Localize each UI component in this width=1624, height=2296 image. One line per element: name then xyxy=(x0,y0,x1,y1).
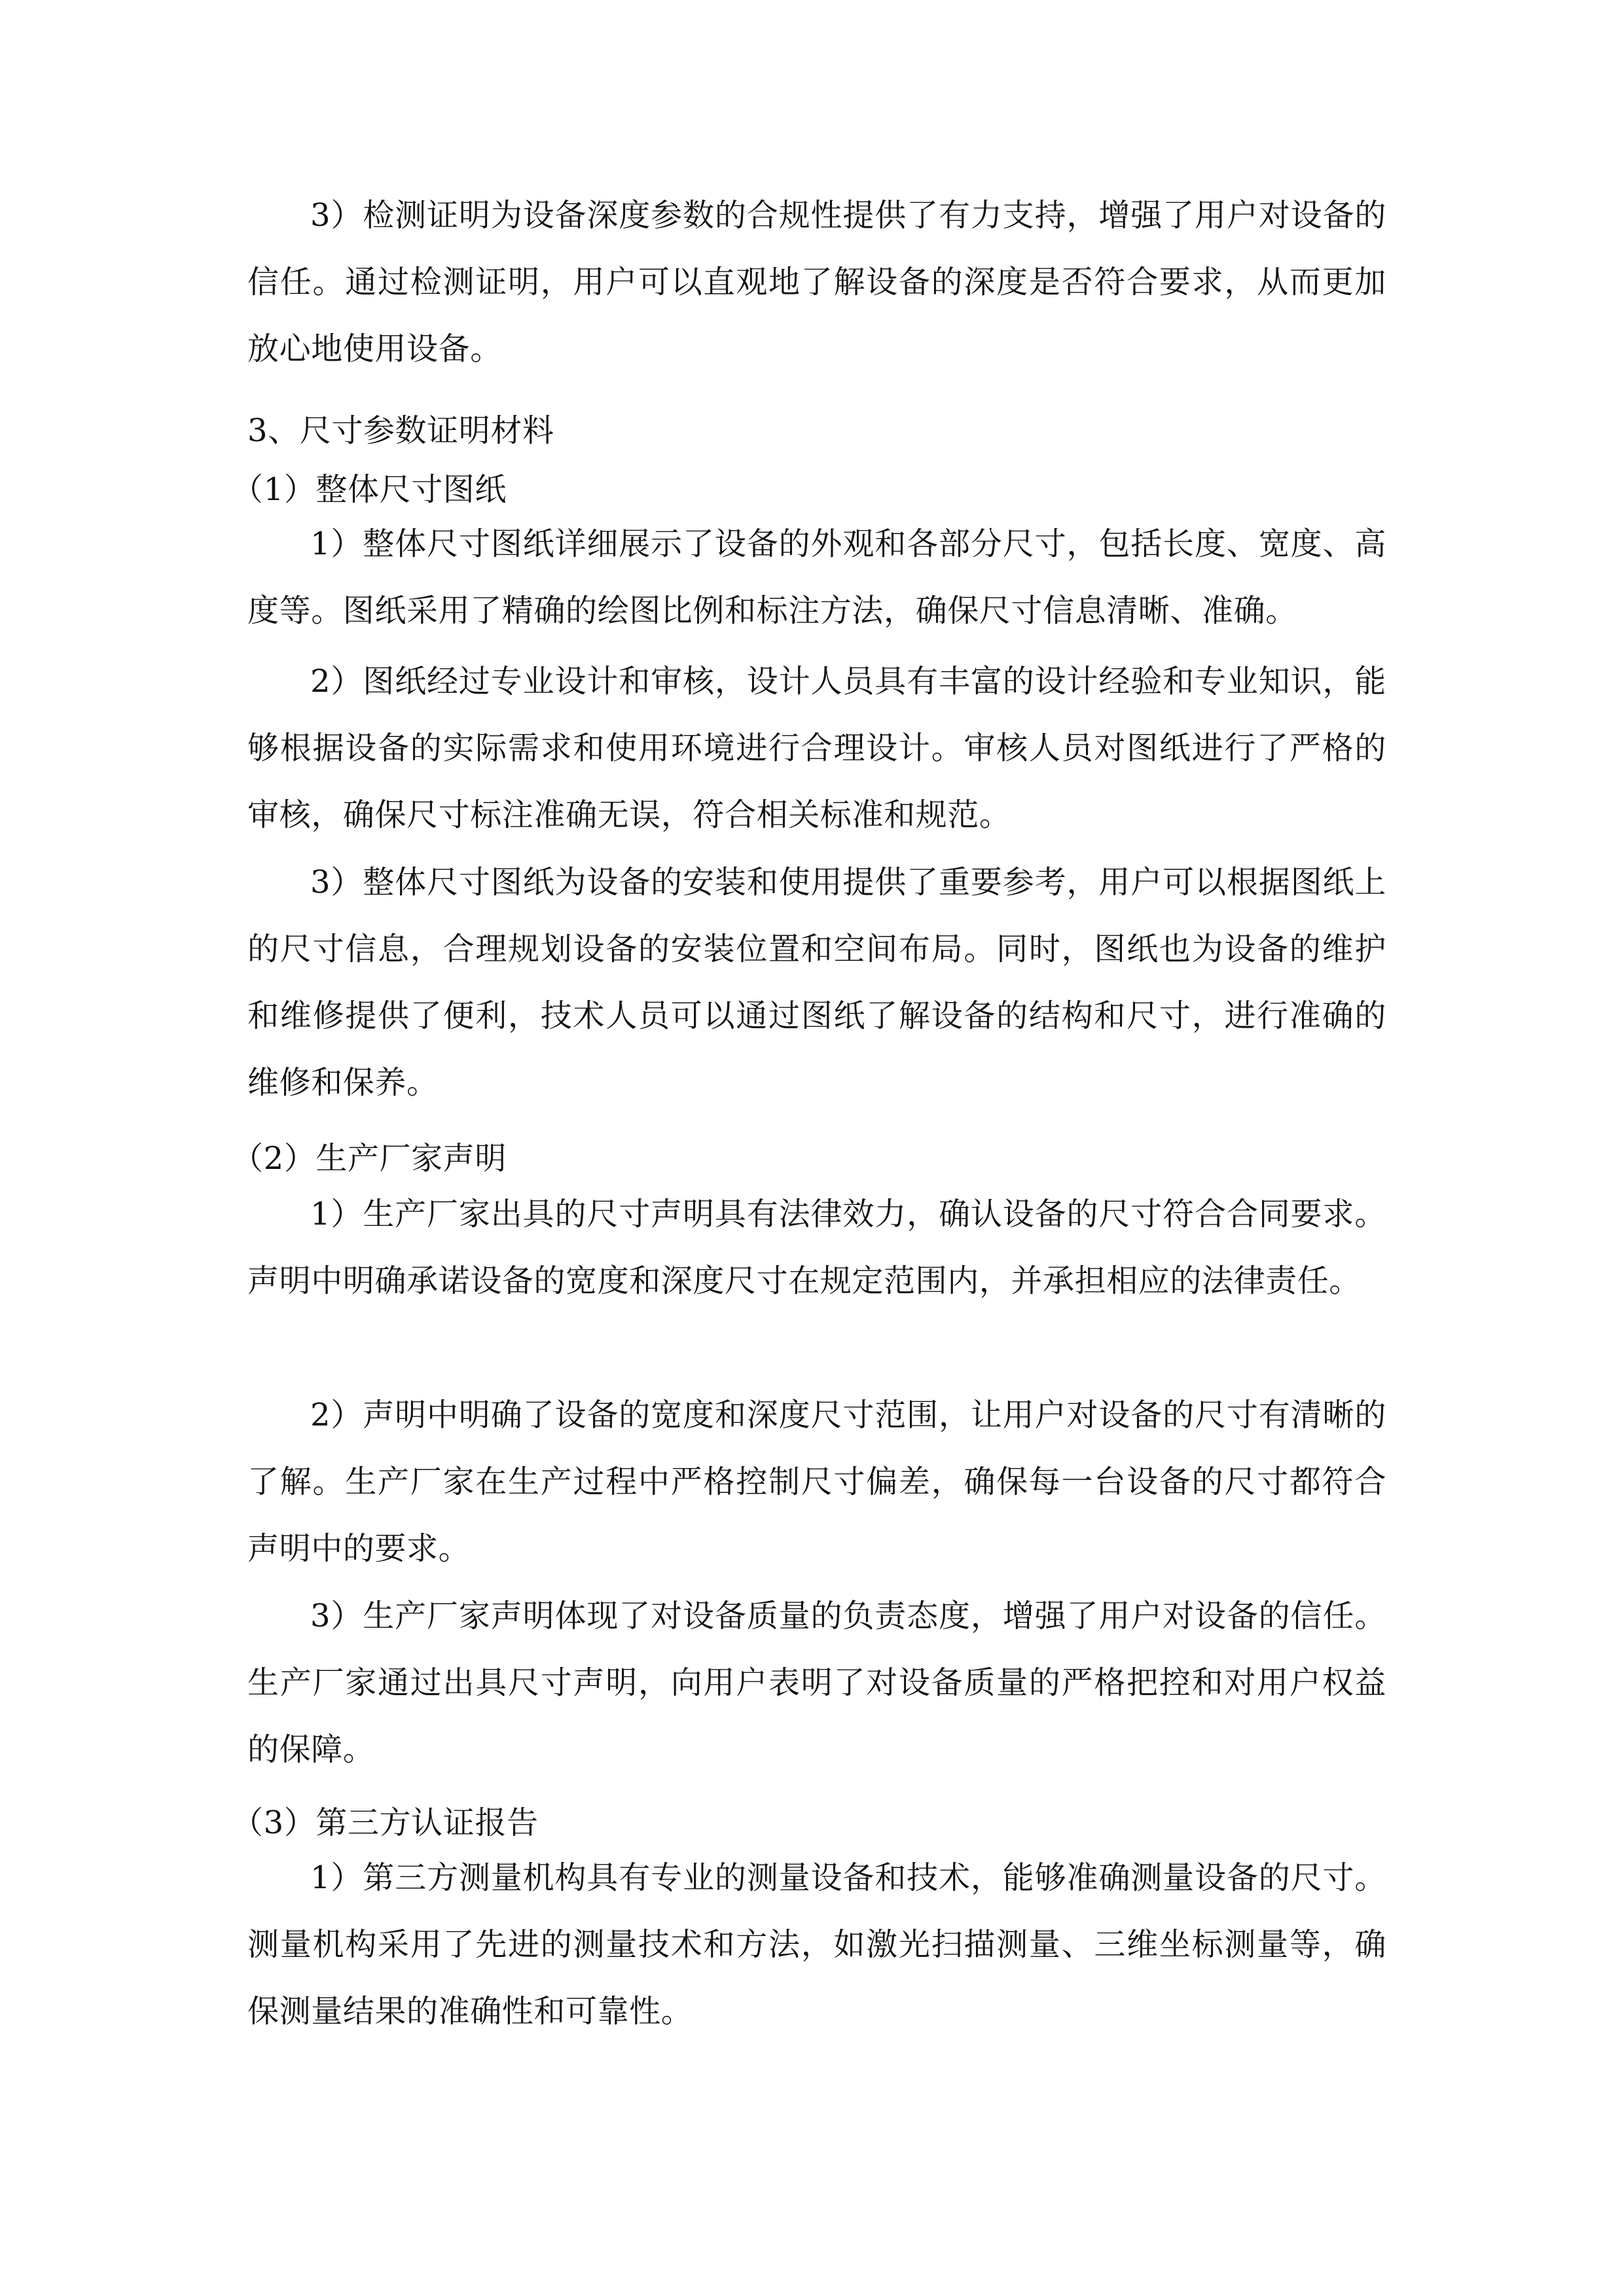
paragraph-statement-1: 1）生产厂家出具的尺寸声明具有法律效力，确认设备的尺寸符合合同要求。声明中明确承诺设备的宽度和深度尺寸在规定范围内，并承担相应的法律责任。 xyxy=(247,1196,1386,1299)
paragraph-statement-3: 3）生产厂家声明体现了对设备质量的负责态度，增强了用户对设备的信任。生产厂家通过出具尺寸声明，向用户表明了对设备质量的严格把控和对用户权益的保障。 xyxy=(247,1598,1386,1768)
subheading-third-party-report: （3）第三方认证报告 xyxy=(232,1804,539,1841)
paragraph-drawing-3: 3）整体尺寸图纸为设备的安装和使用提供了重要参考，用户可以根据图纸上的尺寸信息，合理规划设备的安装位置和空间布局。同时，图纸也为设备的维护和维修提供了便利，技术人员可以通过图纸了解设备的结构和尺寸，进行准确的维修和保养。 xyxy=(247,864,1386,1101)
section-heading: 3、尺寸参数证明材料 xyxy=(247,412,554,449)
paragraph-third-party-1: 1）第三方测量机构具有专业的测量设备和技术，能够准确测量设备的尺寸。测量机构采用了先进的测量技术和方法，如激光扫描测量、三维坐标测量等，确保测量结果的准确性和可靠性。 xyxy=(247,1859,1386,2030)
paragraph-drawing-2: 2）图纸经过专业设计和审核，设计人员具有丰富的设计经验和专业知识，能够根据设备的实际需求和使用环境进行合理设计。审核人员对图纸进行了严格的审核，确保尺寸标注准确无误，符合相关标准和规范。 xyxy=(247,663,1386,833)
paragraph-depth-cert-3: 3）检测证明为设备深度参数的合规性提供了有力支持，增强了用户对设备的信任。通过检测证明，用户可以直观地了解设备的深度是否符合要求，从而更加放心地使用设备。 xyxy=(247,197,1386,367)
paragraph-drawing-1: 1）整体尺寸图纸详细展示了设备的外观和各部分尺寸，包括长度、宽度、高度等。图纸采用了精确的绘图比例和标注方法，确保尺寸信息清晰、准确。 xyxy=(247,526,1386,629)
subheading-overall-drawing: （1）整体尺寸图纸 xyxy=(232,471,507,508)
paragraph-statement-2: 2）声明中明确了设备的宽度和深度尺寸范围，让用户对设备的尺寸有清晰的了解。生产厂家在生产过程中严格控制尺寸偏差，确保每一台设备的尺寸都符合声明中的要求。 xyxy=(247,1397,1386,1567)
subheading-manufacturer-statement: （2）生产厂家声明 xyxy=(232,1140,507,1177)
